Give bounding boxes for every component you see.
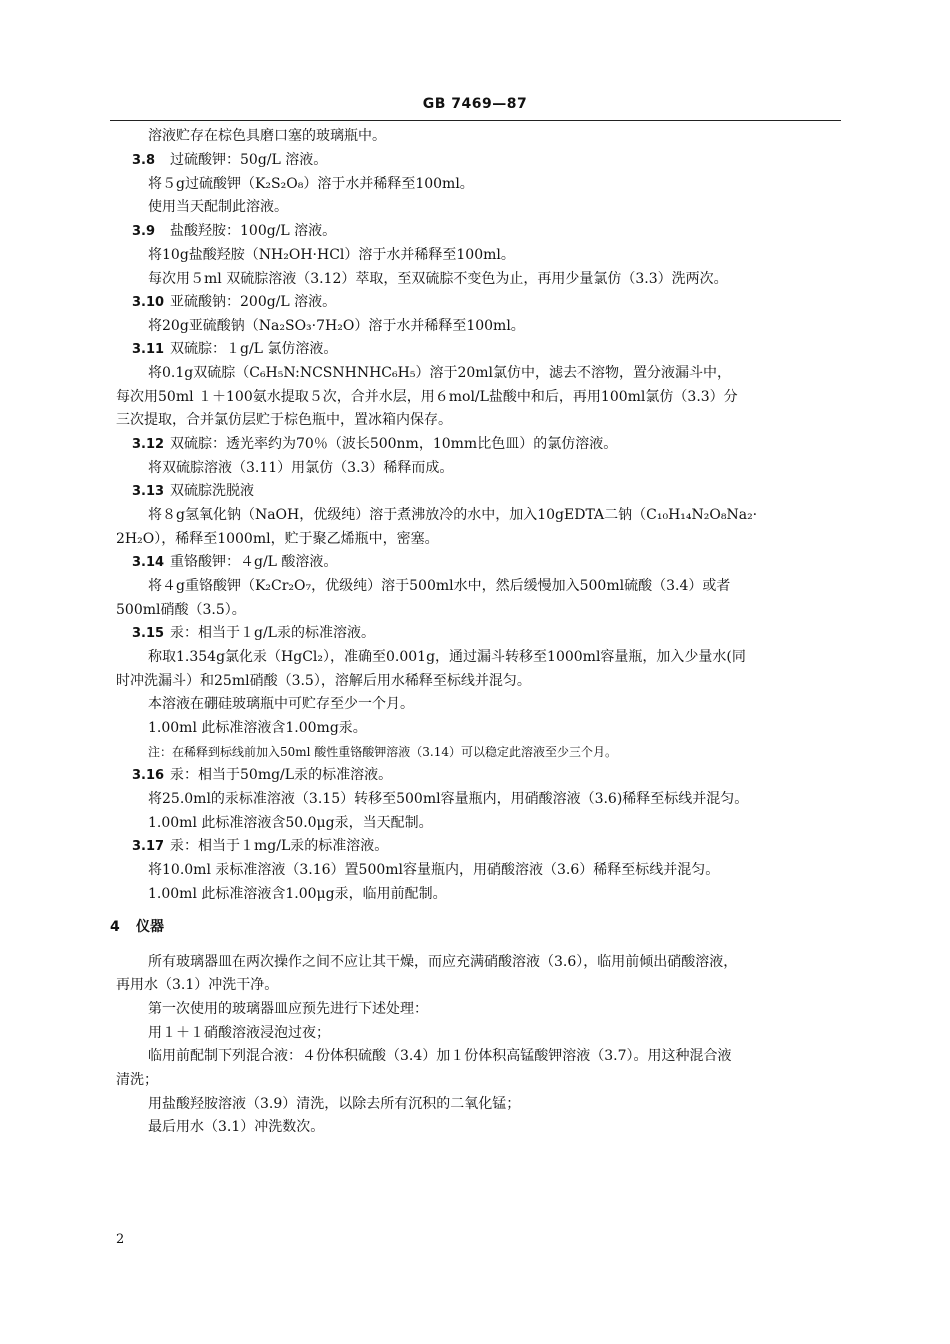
clause-item: [132, 339, 337, 360]
clause-item: [132, 552, 337, 573]
clause-number: 3.17: [132, 839, 165, 854]
clause-text: 双硫腙洗脱液: [170, 483, 254, 499]
text-line: 第一次使用的玻璃器皿应预先进行下述处理：: [148, 1001, 428, 1017]
text-line: 用１＋１硝酸溶液浸泡过夜；: [148, 1025, 330, 1041]
clause-number: 3.14: [132, 555, 165, 570]
page-header-standard: GB 7469—87: [422, 96, 528, 112]
text-line: 将４g重铬酸钾（K₂Cr₂O₇，优级纯）溶于500ml水中，然后缓慢加入500ml硫酸（3.4）或者: [148, 578, 731, 594]
text-line: 使用当天配制此溶液。: [148, 199, 288, 215]
note-line: 注：在稀释到标线前加入50ml 酸性重铬酸钾溶液（3.14）可以稳定此溶液至少三个月。: [148, 745, 618, 759]
text-line: 所有玻璃器皿在两次操作之间不应让其干燥，而应充满硝酸溶液（3.6），临用前倾出硝酸溶液，: [148, 954, 738, 970]
text-line: 1.00ml 此标准溶液含1.00μg汞，临用前配制。: [148, 886, 447, 902]
text-line: 1.00ml 此标准溶液含1.00mg汞。: [148, 720, 367, 736]
clause-number: 3.11: [132, 342, 165, 357]
clause-item: [132, 836, 388, 857]
text-line: 清洗；: [116, 1072, 158, 1088]
clause-text: 双硫腙：１g/L 氯仿溶液。: [170, 341, 338, 357]
text-line: 500ml硝酸（3.5）。: [116, 602, 246, 618]
clause-item: [132, 765, 392, 786]
text-line: 称取1.354g氯化汞（HgCl₂），准确至0.001g，通过漏斗转移至1000ml容量瓶，加入少量水(同: [148, 649, 746, 665]
header-rule: [110, 120, 841, 121]
section-number: 4: [110, 919, 120, 935]
clause-text: 过硫酸钾：50g/L 溶液。: [170, 152, 328, 168]
text-line: 最后用水（3.1）冲洗数次。: [148, 1119, 325, 1135]
text-line: 时冲洗漏斗）和25ml硝酸（3.5），溶解后用水稀释至标线并混匀。: [116, 673, 531, 689]
text-line: 每次用５ml 双硫腙溶液（3.12）萃取，至双硫腙不变色为止，再用少量氯仿（3.3）洗两次。: [148, 271, 728, 287]
clause-item: [132, 292, 336, 313]
page-number: 2: [116, 1232, 125, 1247]
clause-number: 3.13: [132, 484, 165, 499]
clause-number: 3.9: [132, 224, 156, 239]
clause-text: 盐酸羟胺：100g/L 溶液。: [170, 223, 337, 239]
text-line: 三次提取，合并氯仿层贮于棕色瓶中，置冰箱内保存。: [116, 412, 452, 428]
text-line: 将20g亚硫酸钠（Na₂SO₃·7H₂O）溶于水并稀释至100ml。: [148, 318, 525, 334]
clause-item: [132, 150, 327, 171]
clause-number: 3.10: [132, 295, 165, 310]
text-line: 溶液贮存在棕色具磨口塞的玻璃瓶中。: [148, 128, 386, 144]
clause-number: 3.8: [132, 153, 156, 168]
clause-text: 重铬酸钾：４g/L 酸溶液。: [170, 554, 338, 570]
text-line: 将10g盐酸羟胺（NH₂OH·HCl）溶于水并稀释至100ml。: [148, 247, 515, 263]
text-line: 每次用50ml １＋100氨水提取５次，合并水层，用６mol/L盐酸中和后，再用100ml氯仿（3.3）分: [116, 389, 738, 405]
clause-number: 3.15: [132, 626, 165, 641]
clause-item: [132, 481, 254, 502]
text-line: 将25.0ml的汞标准溶液（3.15）转移至500ml容量瓶内，用硝酸溶液（3.6)稀释至标线并混匀。: [148, 791, 749, 807]
clause-text: 亚硫酸钠：200g/L 溶液。: [170, 294, 337, 310]
text-line: 临用前配制下列混合液：４份体积硫酸（3.4）加１份体积高锰酸钾溶液（3.7）。用这种混合液: [148, 1048, 732, 1064]
clause-item: [132, 434, 617, 455]
clause-text: 汞：相当于50mg/L汞的标准溶液。: [170, 767, 393, 783]
clause-text: 汞：相当于１mg/L汞的标准溶液。: [170, 838, 389, 854]
text-line: 将５g过硫酸钾（K₂S₂O₈）溶于水并稀释至100ml。: [148, 176, 474, 192]
clause-item: [132, 221, 336, 242]
clause-item: [132, 623, 375, 644]
text-line: 2H₂O），稀释至1000ml，贮于聚乙烯瓶中，密塞。: [116, 531, 439, 547]
text-line: 将0.1g双硫腙（C₆H₅N:NCSNHNHC₆H₅）溶于20ml氯仿中，滤去不溶物，置分液漏斗中，: [148, 365, 732, 381]
text-line: 1.00ml 此标准溶液含50.0μg汞，当天配制。: [148, 815, 433, 831]
clause-text: 双硫腙：透光率约为70％（波长500nm，10mm比色皿）的氯仿溶液。: [170, 436, 618, 452]
text-line: 将双硫腙溶液（3.11）用氯仿（3.3）稀释而成。: [148, 460, 454, 476]
text-line: 用盐酸羟胺溶液（3.9）清洗，以除去所有沉积的二氧化锰；: [148, 1096, 521, 1112]
section-heading: [110, 917, 164, 937]
text-line: 将８g氢氧化钠（NaOH，优级纯）溶于煮沸放冷的水中，加入10gEDTA二钠（C₁₀H₁₄N₂O₈Na₂·: [148, 507, 758, 523]
text-line: 本溶液在硼硅玻璃瓶中可贮存至少一个月。: [148, 696, 414, 712]
section-title: 仪器: [136, 919, 164, 935]
clause-text: 汞：相当于１g/L汞的标准溶液。: [170, 625, 375, 641]
clause-number: 3.12: [132, 437, 165, 452]
text-line: 将10.0ml 汞标准溶液（3.16）置500ml容量瓶内，用硝酸溶液（3.6）稀释至标线并混匀。: [148, 862, 720, 878]
text-line: 再用水（3.1）冲洗干净。: [116, 977, 279, 993]
clause-number: 3.16: [132, 768, 165, 783]
